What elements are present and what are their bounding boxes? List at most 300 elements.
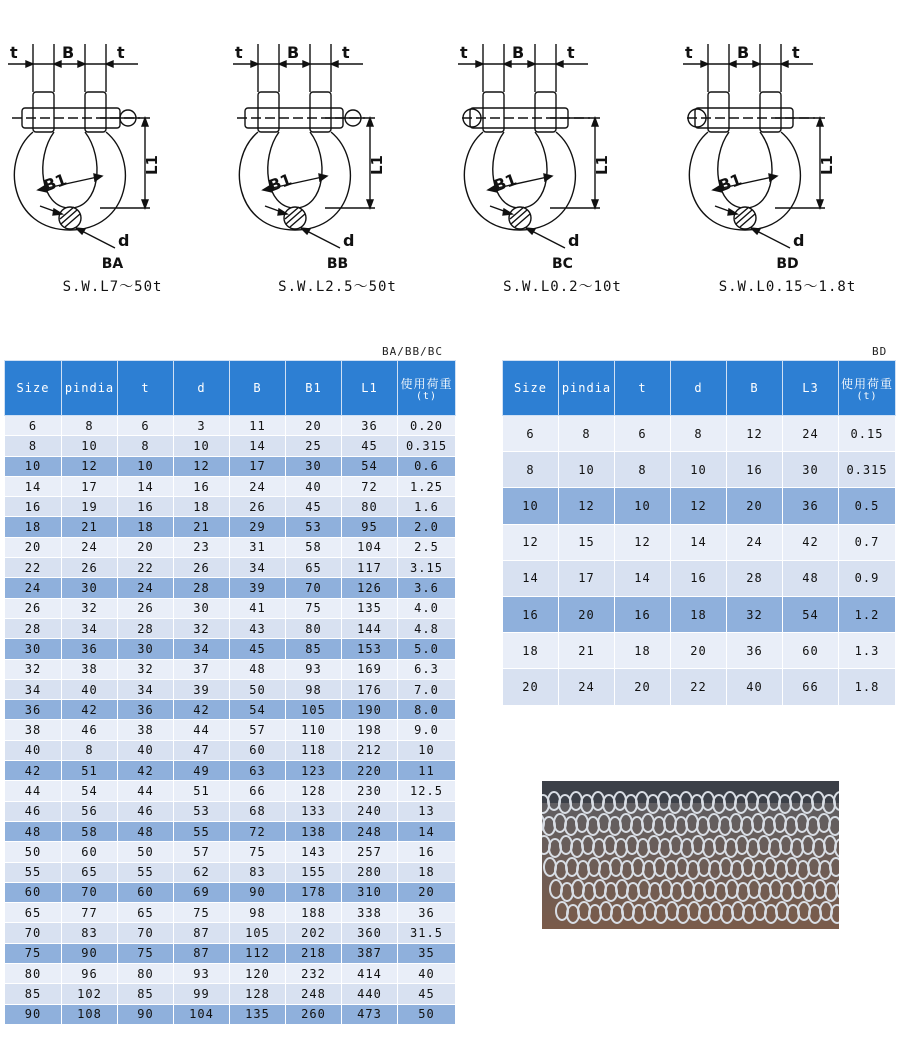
table-cell: 138 [286, 821, 342, 841]
table-cell: 90 [5, 1004, 62, 1024]
dim-b1: B1 [715, 169, 745, 196]
table-row [503, 669, 896, 705]
shackle-diagram-bc [450, 30, 675, 295]
table-cell: 18 [671, 596, 727, 632]
table-cell: 31 [230, 537, 286, 557]
table-cell: 41 [230, 598, 286, 618]
table-cell: 153 [342, 639, 398, 659]
table-cell: 260 [286, 1004, 342, 1024]
table-cell: 56 [62, 801, 118, 821]
table-row [5, 923, 456, 943]
table-cell: 68 [230, 801, 286, 821]
table-cell: 0.20 [398, 416, 456, 436]
table-cell: 34 [62, 618, 118, 638]
table-cell: 16 [615, 596, 671, 632]
table-row [5, 416, 456, 436]
table-cell: 248 [286, 984, 342, 1004]
table-cell: 10 [559, 452, 615, 488]
table-cell: 6.3 [398, 659, 456, 679]
table-cell: 10 [671, 452, 727, 488]
table-row [503, 560, 896, 596]
table-cell: 12 [671, 488, 727, 524]
table-cell: 155 [286, 862, 342, 882]
table-cell: 49 [174, 761, 230, 781]
table-cell: 53 [174, 801, 230, 821]
table-cell: 310 [342, 882, 398, 902]
table-cell: 14 [230, 436, 286, 456]
table-cell: 66 [230, 781, 286, 801]
col-size: Size [503, 361, 559, 416]
table-cell: 10 [615, 488, 671, 524]
table-cell: 128 [286, 781, 342, 801]
table-cell: 1.6 [398, 497, 456, 517]
table-cell: 58 [286, 537, 342, 557]
table-cell: 75 [118, 943, 174, 963]
table-cell: 45 [398, 984, 456, 1004]
table-cell: 14 [615, 560, 671, 596]
table-cell: 17 [559, 560, 615, 596]
table-cell: 24 [5, 578, 62, 598]
table-cell: 440 [342, 984, 398, 1004]
table-cell: 44 [5, 781, 62, 801]
table-cell: 11 [230, 416, 286, 436]
table-cell: 10 [174, 436, 230, 456]
table-cell: 57 [174, 842, 230, 862]
table-cell: 8 [615, 452, 671, 488]
table-cell: 39 [230, 578, 286, 598]
dim-b1: B1 [490, 169, 520, 196]
table-cell: 18 [398, 862, 456, 882]
table-row [5, 1004, 456, 1024]
table-cell: 14 [503, 560, 559, 596]
table-cell: 72 [342, 476, 398, 496]
table-cell: 32 [118, 659, 174, 679]
table-cell: 50 [398, 1004, 456, 1024]
table-cell: 24 [230, 476, 286, 496]
table-cell: 22 [5, 558, 62, 578]
table-cell: 70 [5, 923, 62, 943]
col-d: d [671, 361, 727, 416]
table-cell: 117 [342, 558, 398, 578]
table-cell: 66 [783, 669, 839, 705]
dim-d: d [343, 231, 355, 250]
table-cell: 69 [174, 882, 230, 902]
table-cell: 144 [342, 618, 398, 638]
table-row [5, 903, 456, 923]
table-cell: 120 [230, 964, 286, 984]
table-cell: 58 [62, 821, 118, 841]
table-cell: 50 [230, 679, 286, 699]
table-cell: 48 [118, 821, 174, 841]
table-cell: 9.0 [398, 720, 456, 740]
dim-l1: L1 [593, 155, 611, 175]
table-cell: 220 [342, 761, 398, 781]
table-cell: 34 [174, 639, 230, 659]
table-cell: 24 [783, 416, 839, 452]
table-row [5, 578, 456, 598]
table-cell: 18 [118, 517, 174, 537]
table-cell: 8 [5, 436, 62, 456]
dim-b1: B1 [265, 169, 295, 196]
shackle-code: BB [326, 256, 349, 272]
col-l1: L1 [342, 361, 398, 416]
shackle-code: BD [776, 256, 799, 272]
table-cell: 212 [342, 740, 398, 760]
table-cell: 85 [286, 639, 342, 659]
table-cell: 87 [174, 943, 230, 963]
shackle-drawing [225, 30, 450, 255]
table-cell: 12 [62, 456, 118, 476]
table-cell: 36 [783, 488, 839, 524]
table-cell: 16 [503, 596, 559, 632]
table-cell: 75 [174, 903, 230, 923]
table-cell: 230 [342, 781, 398, 801]
table-cell: 23 [174, 537, 230, 557]
table-header-row [503, 361, 896, 416]
safe-working-load: S.W.L2.5～50t [278, 279, 397, 295]
table-row [5, 659, 456, 679]
table-row [5, 740, 456, 760]
table-row [503, 452, 896, 488]
table-cell: 0.315 [839, 452, 896, 488]
table-cell: 54 [783, 596, 839, 632]
dim-d: d [793, 231, 805, 250]
col-l3: L3 [783, 361, 839, 416]
table-cell: 8 [62, 416, 118, 436]
right-table-label: BD [872, 345, 888, 358]
col-t: t [118, 361, 174, 416]
table-cell: 12 [503, 524, 559, 560]
table-cell: 0.9 [839, 560, 896, 596]
table-row [5, 639, 456, 659]
table-cell: 28 [174, 578, 230, 598]
table-cell: 38 [5, 720, 62, 740]
table-cell: 36 [5, 700, 62, 720]
table-cell: 80 [5, 964, 62, 984]
table-cell: 11 [398, 761, 456, 781]
table-cell: 48 [783, 560, 839, 596]
table-cell: 30 [118, 639, 174, 659]
col-pindia: pindia [62, 361, 118, 416]
dim-l1: L1 [818, 155, 836, 175]
table-cell: 10 [398, 740, 456, 760]
table-cell: 1.2 [839, 596, 896, 632]
table-cell: 128 [230, 984, 286, 1004]
table-cell: 31.5 [398, 923, 456, 943]
table-cell: 1.3 [839, 633, 896, 669]
table-cell: 54 [342, 456, 398, 476]
shackle-code: BC [552, 256, 573, 272]
col-load [839, 361, 896, 416]
table-cell: 85 [5, 984, 62, 1004]
table-cell: 248 [342, 821, 398, 841]
table-row [5, 821, 456, 841]
dim-t-left: t [235, 43, 243, 62]
dim-b: B [287, 43, 300, 62]
table-cell: 18 [5, 517, 62, 537]
table-cell: 65 [118, 903, 174, 923]
table-cell: 0.5 [839, 488, 896, 524]
table-cell: 123 [286, 761, 342, 781]
table-cell: 20 [118, 537, 174, 557]
table-cell: 18 [615, 633, 671, 669]
table-cell: 20 [286, 416, 342, 436]
table-cell: 32 [174, 618, 230, 638]
table-cell: 50 [118, 842, 174, 862]
safe-working-load: S.W.L0.2～10t [503, 279, 622, 295]
table-cell: 2.0 [398, 517, 456, 537]
table-row [503, 596, 896, 632]
table-cell: 60 [783, 633, 839, 669]
spec-table-ba-bb-bc [4, 360, 456, 1025]
table-cell: 280 [342, 862, 398, 882]
table-cell: 60 [230, 740, 286, 760]
table-cell: 0.7 [839, 524, 896, 560]
table-cell: 4.8 [398, 618, 456, 638]
table-cell: 3.15 [398, 558, 456, 578]
table-row [503, 488, 896, 524]
table-cell: 63 [230, 761, 286, 781]
table-cell: 28 [727, 560, 783, 596]
table-cell: 14 [671, 524, 727, 560]
table-row [5, 679, 456, 699]
table-cell: 10 [5, 456, 62, 476]
table-cell: 85 [118, 984, 174, 1004]
safe-working-load: S.W.L0.15～1.8t [718, 279, 857, 295]
table-cell: 257 [342, 842, 398, 862]
table-cell: 40 [118, 740, 174, 760]
table-cell: 93 [286, 659, 342, 679]
col-b: B [727, 361, 783, 416]
table-cell: 232 [286, 964, 342, 984]
table-cell: 98 [230, 903, 286, 923]
table-cell: 20 [559, 596, 615, 632]
table-cell: 37 [174, 659, 230, 679]
table-cell: 45 [286, 497, 342, 517]
table-cell: 6 [615, 416, 671, 452]
spec-table-bd [502, 360, 896, 706]
table-cell: 45 [342, 436, 398, 456]
table-cell: 10 [62, 436, 118, 456]
table-cell: 60 [5, 882, 62, 902]
table-cell: 22 [671, 669, 727, 705]
table-row [5, 476, 456, 496]
table-cell: 4.0 [398, 598, 456, 618]
table-cell: 24 [727, 524, 783, 560]
table-cell: 46 [5, 801, 62, 821]
shackle-drawing [450, 30, 675, 255]
table-cell: 18 [174, 497, 230, 517]
table-cell: 8 [559, 416, 615, 452]
table-cell: 51 [62, 761, 118, 781]
table-cell: 46 [118, 801, 174, 821]
table-cell: 1.8 [839, 669, 896, 705]
shackle-drawing [675, 30, 900, 255]
table-cell: 105 [286, 700, 342, 720]
table-cell: 42 [118, 761, 174, 781]
dim-t-right: t [342, 43, 350, 62]
table-cell: 70 [118, 923, 174, 943]
table-cell: 105 [230, 923, 286, 943]
table-cell: 36 [62, 639, 118, 659]
table-row [5, 862, 456, 882]
table-cell: 60 [118, 882, 174, 902]
col-size: Size [5, 361, 62, 416]
table-cell: 16 [398, 842, 456, 862]
col-load-label: 使用荷重 [840, 376, 893, 391]
table-cell: 176 [342, 679, 398, 699]
table-cell: 202 [286, 923, 342, 943]
table-cell: 5.0 [398, 639, 456, 659]
table-cell: 360 [342, 923, 398, 943]
table-cell: 96 [62, 964, 118, 984]
table-cell: 12 [559, 488, 615, 524]
table-row [5, 943, 456, 963]
table-cell: 40 [398, 964, 456, 984]
table-cell: 112 [230, 943, 286, 963]
table-cell: 26 [62, 558, 118, 578]
table-row [5, 700, 456, 720]
table-cell: 34 [5, 679, 62, 699]
table-cell: 15 [559, 524, 615, 560]
table-cell: 45 [230, 639, 286, 659]
table-cell: 20 [615, 669, 671, 705]
dim-d: d [118, 231, 130, 250]
table-cell: 26 [174, 558, 230, 578]
table-row [5, 842, 456, 862]
table-cell: 36 [727, 633, 783, 669]
table-cell: 126 [342, 578, 398, 598]
dim-t-right: t [792, 43, 800, 62]
dim-b: B [512, 43, 525, 62]
table-cell: 44 [174, 720, 230, 740]
table-cell: 32 [727, 596, 783, 632]
left-table-body [5, 416, 456, 1025]
shackles-photo [542, 781, 839, 929]
col-load-label: 使用荷重 [400, 376, 453, 391]
table-row [5, 984, 456, 1004]
table-cell: 2.5 [398, 537, 456, 557]
shackle-diagram-bb [225, 30, 450, 295]
table-cell: 28 [5, 618, 62, 638]
table-cell: 8 [118, 436, 174, 456]
table-cell: 8 [503, 452, 559, 488]
table-cell: 65 [62, 862, 118, 882]
table-cell: 16 [671, 560, 727, 596]
table-row [5, 618, 456, 638]
dim-t-left: t [10, 43, 18, 62]
dim-t-right: t [567, 43, 575, 62]
table-cell: 36 [118, 700, 174, 720]
table-cell: 38 [62, 659, 118, 679]
table-cell: 53 [286, 517, 342, 537]
shackle-diagram-bd [675, 30, 900, 295]
table-cell: 24 [62, 537, 118, 557]
table-cell: 169 [342, 659, 398, 679]
table-cell: 29 [230, 517, 286, 537]
table-cell: 75 [230, 842, 286, 862]
col-pindia: pindia [559, 361, 615, 416]
table-cell: 32 [62, 598, 118, 618]
table-cell: 40 [286, 476, 342, 496]
table-cell: 19 [62, 497, 118, 517]
table-cell: 16 [727, 452, 783, 488]
table-cell: 20 [398, 882, 456, 902]
table-cell: 40 [62, 679, 118, 699]
table-cell: 65 [286, 558, 342, 578]
table-cell: 93 [174, 964, 230, 984]
table-row [5, 497, 456, 517]
table-cell: 135 [342, 598, 398, 618]
table-cell: 99 [174, 984, 230, 1004]
table-cell: 104 [174, 1004, 230, 1024]
table-cell: 50 [5, 842, 62, 862]
table-cell: 42 [174, 700, 230, 720]
table-cell: 30 [174, 598, 230, 618]
table-cell: 21 [62, 517, 118, 537]
dim-b: B [737, 43, 750, 62]
col-d: d [174, 361, 230, 416]
dim-t-right: t [117, 43, 125, 62]
table-cell: 40 [727, 669, 783, 705]
table-cell: 108 [62, 1004, 118, 1024]
col-b1: B1 [286, 361, 342, 416]
dim-b: B [62, 43, 75, 62]
table-cell: 102 [62, 984, 118, 1004]
table-cell: 14 [398, 821, 456, 841]
table-cell: 90 [62, 943, 118, 963]
table-cell: 110 [286, 720, 342, 740]
table-cell: 178 [286, 882, 342, 902]
table-row [5, 558, 456, 578]
dim-l1: L1 [143, 155, 161, 175]
table-cell: 13 [398, 801, 456, 821]
table-cell: 18 [503, 633, 559, 669]
table-cell: 36 [398, 903, 456, 923]
table-cell: 62 [174, 862, 230, 882]
table-cell: 70 [286, 578, 342, 598]
table-cell: 26 [5, 598, 62, 618]
table-cell: 143 [286, 842, 342, 862]
table-cell: 46 [62, 720, 118, 740]
table-cell: 26 [230, 497, 286, 517]
table-cell: 20 [727, 488, 783, 524]
table-cell: 42 [62, 700, 118, 720]
table-cell: 12 [727, 416, 783, 452]
dim-t-left: t [460, 43, 468, 62]
col-load-unit: (t) [415, 390, 438, 402]
table-cell: 7.0 [398, 679, 456, 699]
table-cell: 8 [62, 740, 118, 760]
table-cell: 104 [342, 537, 398, 557]
table-cell: 8.0 [398, 700, 456, 720]
table-cell: 95 [342, 517, 398, 537]
table-cell: 10 [503, 488, 559, 524]
table-cell: 0.6 [398, 456, 456, 476]
table-cell: 38 [118, 720, 174, 740]
table-cell: 87 [174, 923, 230, 943]
dim-d: d [568, 231, 580, 250]
table-cell: 90 [118, 1004, 174, 1024]
table-cell: 24 [118, 578, 174, 598]
table-cell: 90 [230, 882, 286, 902]
table-cell: 28 [118, 618, 174, 638]
table-cell: 133 [286, 801, 342, 821]
table-cell: 32 [5, 659, 62, 679]
table-cell: 26 [118, 598, 174, 618]
col-load [398, 361, 456, 416]
table-cell: 21 [559, 633, 615, 669]
